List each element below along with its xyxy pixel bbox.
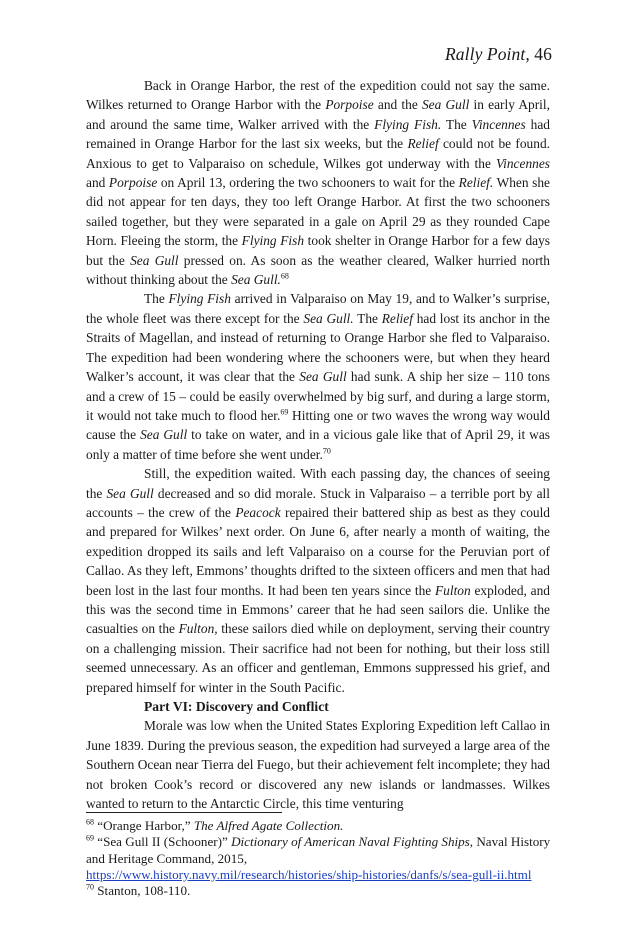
footnote-ref-70[interactable]: 70 (322, 446, 331, 456)
text-run: exploded, and this was the second time in Emmons’ career that he had seen sailors die. Unlike the casualties on the (86, 582, 550, 637)
text-run: arrived in Valparaiso on May 19, and to Walker’s surprise, the whole fleet was there except for the (86, 291, 551, 326)
text-run: and (86, 175, 109, 191)
text-run: decreased and so did morale. Stuck in Valparaiso – a terrible port by all accounts – the crew of the (86, 485, 550, 520)
footnote-ref-68[interactable]: 68 (280, 271, 289, 281)
ship-name: Vincennes (471, 116, 526, 132)
ship-name: Peacock (235, 504, 281, 520)
text-run: When she did not appear for ten days, they too left Orange Harbor. At first the two schooners sailed together, but they were separated in a gale on April 29 as they rounded Cape Horn. Fleeing the storm, the (86, 175, 550, 249)
ship-name: Flying Fish. (374, 116, 442, 132)
text-run: “Orange Harbor,” (94, 818, 194, 833)
ship-name: Sea Gull. (231, 272, 281, 288)
footnote-number: 69 (86, 833, 94, 843)
ship-name: Relief (381, 310, 413, 326)
ship-name: Sea Gull (106, 485, 154, 501)
footnote-70 (86, 883, 556, 899)
paragraph-3 (86, 464, 550, 697)
body-text (86, 76, 550, 813)
text-run: Stanton, 108-110. (94, 883, 191, 899)
ship-name: Sea Gull (299, 369, 347, 385)
text-run: could not be found. Anxious to get to Valparaiso on schedule, Wilkes got underway with the (86, 136, 550, 171)
page-number: 46 (534, 44, 552, 64)
text-run: pressed on. As soon as the weather cleared, Walker hurried north without thinking about the (86, 252, 550, 288)
ship-name: Fulton, (178, 621, 218, 637)
footnote-69 (86, 834, 556, 883)
text-run: on April 13, ordering the two schooners to wait for the (157, 175, 459, 191)
footnote-number: 70 (86, 882, 94, 892)
text-run: had lost its anchor in the Straits of Magellan, and instead of returning to Orange Harbor she fled to Valparaiso. The expedition had been wondering where the schooners were, but when they heard Walker’s account, it was clear that the (86, 310, 550, 385)
paragraph-4: Morale was low when the United States Exploring Expedition left Callao in June 1839. During the previous season, the expedition had surveyed a large area of the Southern Ocean near Tierra del Fuego, but their achievement felt incomplete; they had not broken Cook’s record or discovered any new islands or landmasses. Wilkes wanted to return to the Antarctic Circle, this time venturing (86, 718, 550, 812)
ship-name: Flying Fish (241, 233, 305, 249)
text-run: The (441, 116, 472, 132)
footnote-link[interactable]: https://www.history.navy.mil/research/histories/ship-histories/danfs/s/sea-gull-ii.html (86, 866, 532, 882)
text-run: The (144, 291, 169, 307)
ship-name: Vincennes (495, 155, 550, 171)
running-header (445, 44, 552, 65)
text-run: these sailors died while on deployment, serving their country on a challenging mission. Their sacrifice had not been for nothing, but their loss still seemed unnecessary. As an officer and gentleman, Emmons suppressed his grief, and prepared himself for winter in the South Pacific. (86, 621, 550, 695)
footnote-divider (86, 812, 282, 813)
source-title: The Alfred Agate Collection. (193, 818, 344, 833)
ship-name: Porpoise (325, 97, 374, 113)
ship-name: Sea Gull (140, 427, 188, 443)
ship-name: Sea Gull (421, 97, 470, 113)
footnote-ref-69[interactable]: 69 (280, 407, 289, 417)
footnote-68 (86, 818, 556, 834)
text-run: to take on water, and in a vicious gale like that of April 29, it was only a matter of time before she went under. (86, 427, 550, 462)
ship-name: Fulton (434, 582, 471, 598)
text-run: repaired their battered ship as best as they could and prepared for Wilkes’ next order. On June 6, after nearly a month of waiting, the expedition dropped its sails and left Valparaiso on a course for the Peruvian port of Callao. As they left, Emmons’ thoughts drifted to the sixteen officers and men that had been lost in the last four months. It had been ten years since the (86, 504, 550, 598)
text-run: “Sea Gull II (Schooner)” (94, 834, 232, 850)
paragraph-2 (86, 289, 550, 464)
text-run: took shelter in Orange Harbor for a few days but the (86, 233, 550, 268)
section-heading: Part VI: Discovery and Conflict (144, 699, 329, 714)
ship-name: Relief (407, 136, 439, 152)
footnote-number: 68 (86, 817, 94, 827)
text-run: Naval History and Heritage Command, 2015, (86, 834, 551, 866)
text-run: Still, the expedition waited. With each passing day, the chances of seeing the (86, 466, 550, 501)
ship-name: Relief. (458, 175, 494, 191)
text-run: The (353, 310, 382, 326)
header-title: Rally Point, (445, 44, 530, 64)
text-run: in early April, and around the same time, Walker arrived with the (86, 97, 550, 132)
text-run: Hitting one or two waves the wrong way would cause the (86, 407, 550, 443)
ship-name: Porpoise (108, 175, 158, 191)
text-run: and the (373, 97, 422, 113)
text-run: had sunk. A ship her size – 110 tons and a crew of 15 – could be easily overwhelmed by big surf, and during a large storm, it would not take much to flood her. (86, 369, 550, 423)
footnotes (86, 818, 556, 899)
paragraph-1 (86, 76, 550, 289)
text-run: Back in Orange Harbor, the rest of the expedition could not say the same. Wilkes returned to Orange Harbor with the (86, 78, 550, 113)
ship-name: Sea Gull. (303, 310, 354, 326)
ship-name: Sea Gull (130, 252, 179, 268)
ship-name: Flying Fish (168, 291, 231, 307)
text-run: had remained in Orange Harbor for the last six weeks, but the (86, 116, 550, 152)
source-title: Dictionary of American Naval Fighting Ships, (231, 834, 474, 850)
